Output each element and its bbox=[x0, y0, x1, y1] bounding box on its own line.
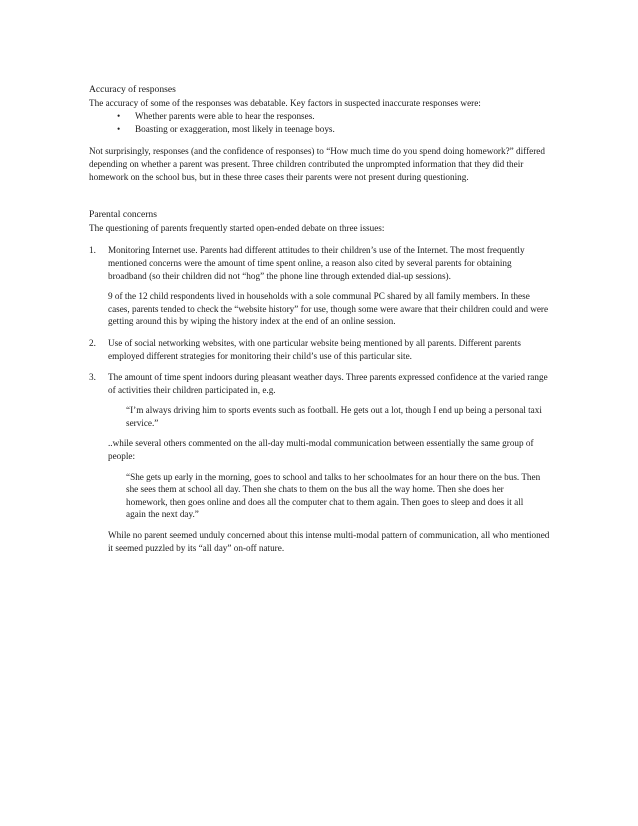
accuracy-paragraph: Not surprisingly, responses (and the confidence of responses) to “How much time do you spend doing homework?” differed depending on whether a parent was present. Three children contributed the unprompted information that they did their homework on the school bus, but in these three cases their parents were not present during questioning. bbox=[89, 146, 545, 182]
section-heading-parental-concerns: Parental concerns bbox=[89, 209, 157, 221]
item-number: 3. bbox=[89, 372, 96, 383]
issue-text: Use of social networking websites, with one particular website being mentioned by all parents. Different parents employed different strategies for monitoring their child’s use of this particular site. bbox=[108, 337, 521, 361]
issue-item-2 bbox=[89, 337, 551, 362]
accuracy-factors-list bbox=[89, 110, 551, 135]
quote-parent-1: “I’m always driving him to sports events such as football. He gets out a lot, though I end up being a personal taxi service.” bbox=[126, 405, 542, 428]
issue-middle-text: ..while several others commented on the all-day multi-modal communication between essentially the same group of people: bbox=[108, 438, 534, 462]
accuracy-intro: The accuracy of some of the responses was debatable. Key factors in suspected inaccurate responses were: bbox=[89, 97, 481, 108]
issues-list bbox=[89, 244, 551, 554]
issue-text: The amount of time spent indoors during pleasant weather days. Three parents expressed confidence at the varied range of activities their children participated in, e.g. bbox=[108, 372, 548, 395]
item-number: 1. bbox=[89, 245, 96, 256]
section-heading-accuracy: Accuracy of responses bbox=[89, 84, 176, 95]
issue-item-1 bbox=[89, 244, 551, 328]
issue-text: Monitoring Internet use. Parents had different attitudes to their children’s use of the Internet. The most frequently mentioned concerns were the amount of time spent online, a reason also cited by several parents for obtaining broadband (so their children did not “hog” the phone line through extended dial-up sessions). bbox=[108, 245, 525, 281]
item-number: 2. bbox=[89, 337, 96, 348]
quote-parent-2: “She gets up early in the morning, goes to school and talks to her schoolmates for an hour there on the bus. Then she sees them at school all day. Then she chats to them on the bus all the way home. Then she does her homework, then goes online and does all the computer chat to them again. Then goes to sleep and does it all again the next day.” bbox=[126, 471, 541, 520]
document-page bbox=[89, 84, 551, 563]
concerns-intro: The questioning of parents frequently started open-ended debate on three issues: bbox=[89, 222, 385, 233]
issue-subparagraph: 9 of the 12 child respondents lived in households with a sole communal PC shared by all family members. In these cases, parents tended to check the “website history” for use, though some were aware that their children could and were getting around this by wiping the history index at the end of an online session. bbox=[108, 291, 549, 327]
list-item: • Boasting or exaggeration, most likely in teenage boys. bbox=[89, 123, 551, 136]
issue-item-3 bbox=[89, 371, 551, 554]
issue-closing-text: While no parent seemed unduly concerned about this intense multi-modal pattern of communication, all who mentioned it seemed puzzled by its “all day” on-off nature. bbox=[108, 530, 550, 553]
list-item: • Whether parents were able to hear the responses. bbox=[89, 110, 551, 123]
